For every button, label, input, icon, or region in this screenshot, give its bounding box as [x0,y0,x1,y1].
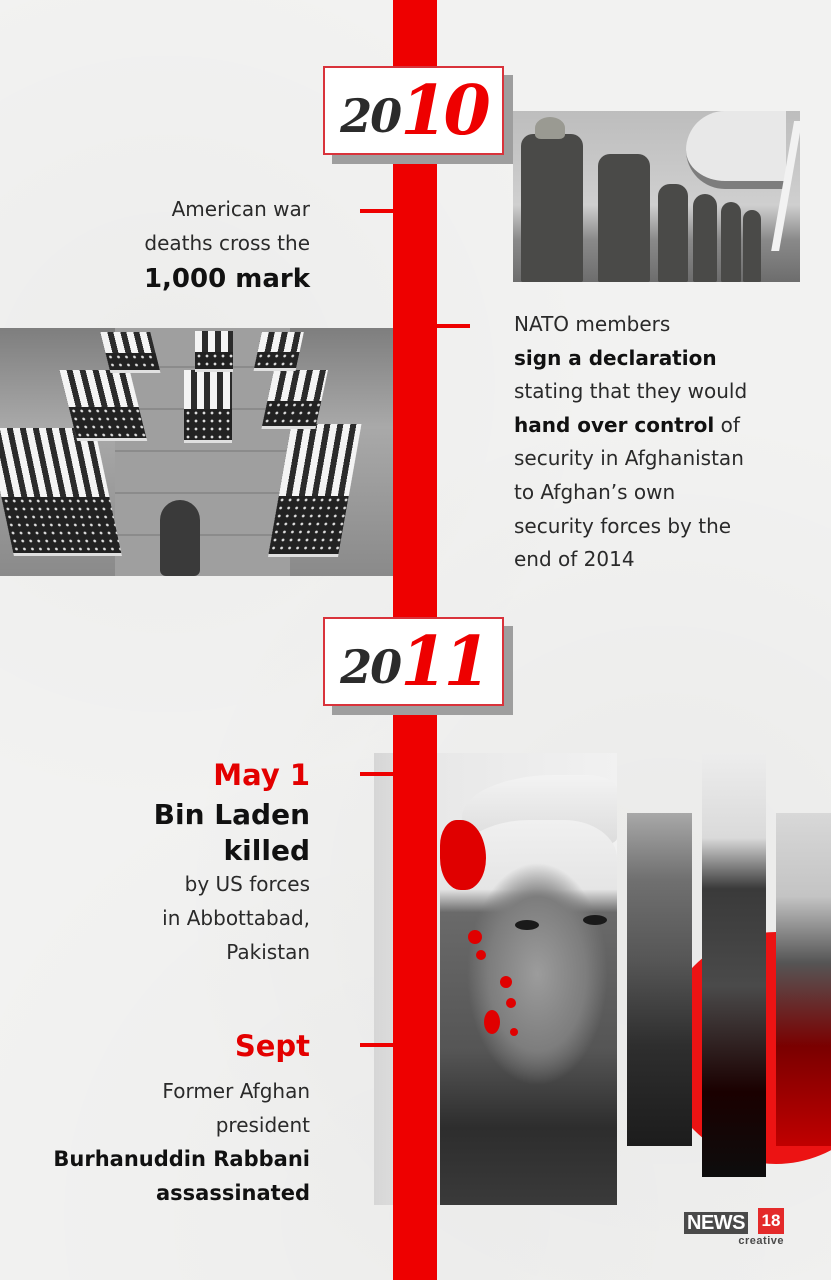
coffin-shape [195,331,233,369]
blood-drop [506,998,516,1008]
blood-drop [500,976,512,988]
soldier-figure [721,202,741,282]
event-bold-text: Burhanuddin Rabbani [53,1147,310,1171]
event-bold-text: hand over control [514,412,715,437]
portrait-strip [776,813,831,1146]
timeline-tick-left [360,772,393,776]
event-text-line: security in Afghanistan [514,446,744,471]
event-text-line: of [714,412,740,437]
blood-drop [510,1028,518,1036]
coffin-shape [100,332,159,370]
soldier-figure [743,210,761,282]
eye-shape [583,915,607,925]
logo-news-text: NEWS [684,1212,748,1234]
saluting-officer [160,500,200,576]
event-date: May 1 [213,758,310,792]
portrait-strip [702,753,766,1177]
coffin-shape [0,428,121,553]
year-suffix: 11 [400,621,487,702]
soldiers-boarding-plane-photo [513,111,800,282]
blood-drop [476,950,486,960]
event-text-line: president [215,1113,310,1137]
blood-drop [468,930,482,944]
coffin-shape [184,370,232,440]
portrait-strip [627,813,692,1146]
timeline-tick-left [360,1043,393,1047]
logo-number-badge: 18 [758,1208,784,1234]
event-headline: Bin Laden [153,798,310,831]
event-text-line: Pakistan [226,940,310,964]
event-american-deaths [50,192,310,296]
logo-sub-text: creative [738,1235,784,1247]
soldier-figure [693,194,717,282]
event-highlight: 1,000 mark [143,264,310,294]
event-bold-text: sign a declaration [514,345,717,370]
timeline-tick-right [437,324,470,328]
event-headline: killed [223,834,310,867]
coffin-shape [254,332,304,368]
airplane-stairs [770,121,800,251]
event-text-line: NATO members [514,312,671,336]
event-date: Sept [234,1029,310,1063]
soldier-helmet [535,117,565,139]
news18-creative-logo [684,1208,786,1250]
year-prefix: 20 [340,639,401,694]
year-badge-2010 [323,66,504,155]
year-badge-2011 [323,617,504,706]
event-text-line: end of 2014 [514,547,635,572]
event-text-line: Former Afghan [162,1079,310,1103]
soldier-figure [521,134,583,282]
coffin-shape [262,370,328,426]
event-nato-declaration [514,308,814,577]
flag-draped-coffins-photo [0,328,437,576]
eye-shape [515,920,539,930]
year-suffix: 10 [400,70,487,151]
event-text-line: stating that they would [514,379,748,404]
soldier-figure [658,184,688,282]
event-text-line: American war [171,197,310,221]
year-prefix: 20 [340,88,401,143]
event-bold-text: assassinated [156,1181,310,1205]
event-rabbani-assassinated [10,1026,310,1210]
event-bin-laden-killed [50,755,310,969]
event-text-line: deaths cross the [144,231,310,255]
timeline-tick-left [360,209,393,213]
event-text-line: security forces by the [514,513,732,538]
soldier-figure [598,154,650,282]
event-text-line: by US forces [184,872,310,896]
blood-drop [484,1010,500,1034]
event-text-line: in Abbottabad, [162,906,310,930]
event-text-line: to Afghan’s own [514,479,676,504]
